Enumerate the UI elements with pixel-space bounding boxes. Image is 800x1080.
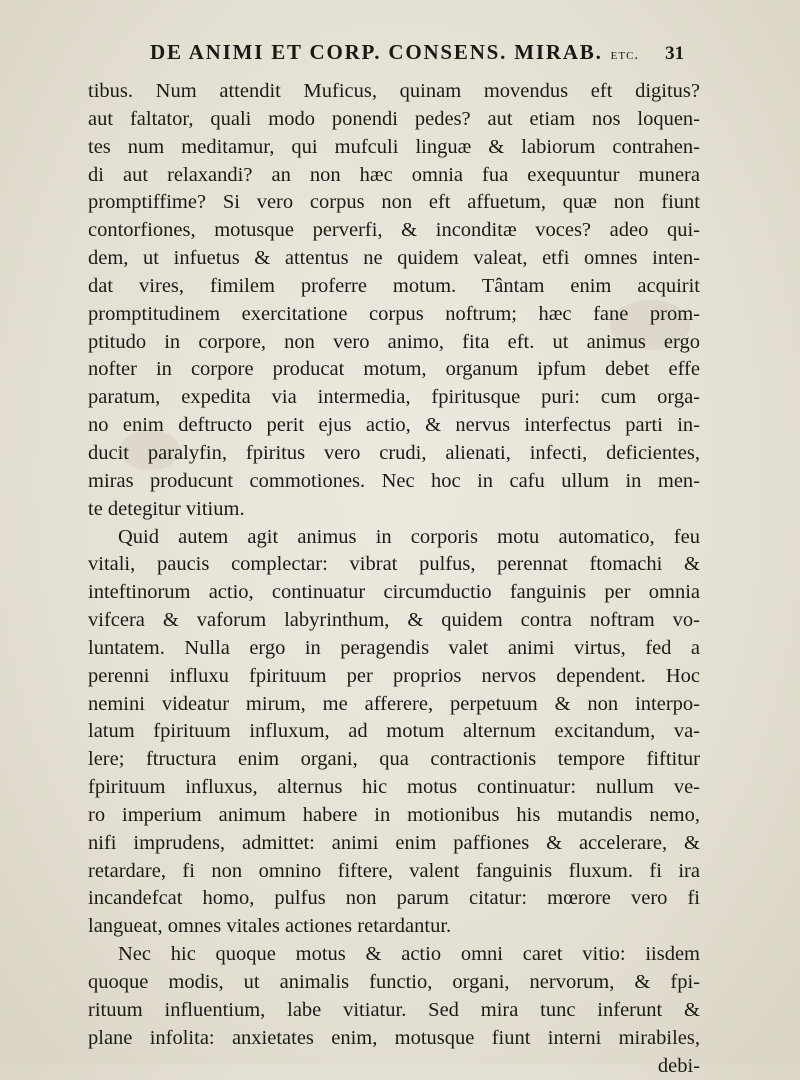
text-line: miras producunt commotiones. Nec hoc in cafu ullum in men- bbox=[88, 469, 700, 492]
paragraph-start-line: Quid autem agit animus in corporis motu automatico, feu bbox=[118, 525, 700, 548]
text-line: di aut relaxandi? an non hæc omnia fua exequuntur munera bbox=[88, 163, 700, 186]
paragraph-end-line: te detegitur vitium. bbox=[88, 497, 245, 520]
text-line: nofter in corpore producat motum, organum ipfum debet effe bbox=[88, 358, 700, 381]
text-line: aut faltator, quali modo ponendi pedes? aut etiam nos loquen- bbox=[88, 107, 700, 130]
text-line: tes num meditamur, qui mufculi linguæ & labiorum contrahen- bbox=[88, 135, 700, 158]
running-head-etc: etc. bbox=[610, 47, 640, 63]
running-head-title: DE ANIMI ET CORP. CONSENS. MIRAB. bbox=[150, 40, 603, 64]
text-line: rituum influentium, labe vitiatur. Sed mira tunc inferunt & bbox=[88, 998, 700, 1021]
text-line: nemini videatur mirum, me afferere, perpetuum & non interpo- bbox=[88, 692, 700, 715]
paragraph-end-line: langueat, omnes vitales actiones retardantur. bbox=[88, 915, 452, 938]
text-line: tibus. Num attendit Muficus, quinam movendus eft digitus? bbox=[88, 80, 700, 102]
text-line: contorfiones, motusque perverfi, & inconditæ voces? adeo qui- bbox=[88, 219, 700, 242]
text-line: luntatem. Nulla ergo in peragendis valet animi virtus, fed a bbox=[88, 636, 700, 659]
text-line: paratum, expedita via intermedia, fpiritusque puri: cum orga- bbox=[88, 386, 700, 409]
text-line: promptitudinem exercitatione corpus noftrum; hæc fane prom- bbox=[88, 302, 700, 325]
text-line: retardare, fi non omnino fiftere, valent fanguinis fluxum. fi ira bbox=[88, 859, 700, 882]
text-line: latum fpirituum influxum, ad motum alternum excitandum, va- bbox=[88, 720, 700, 743]
text-line: dem, ut infuetus & attentus ne quidem valeat, etfi omnes inten- bbox=[88, 247, 700, 270]
catchword: debi- bbox=[657, 1054, 700, 1077]
page-number: 31 bbox=[665, 43, 685, 64]
paragraph-start-line: Nec hic quoque motus & actio omni caret vitio: iisdem bbox=[118, 943, 700, 966]
text-line: plane infolita: anxietates enim, motusque fiunt interni mirabiles, bbox=[88, 1026, 700, 1049]
text-line: perenni influxu fpirituum per proprios nervos dependent. Hoc bbox=[88, 664, 700, 687]
text-line: quoque modis, ut animalis functio, organi, nervorum, & fpi- bbox=[88, 971, 700, 993]
text-line: ro imperium animum habere in motionibus his mutandis nemo, bbox=[88, 803, 700, 826]
text-line: incandefcat homo, pulfus non parum citatur: mœrore vero fi bbox=[88, 887, 700, 910]
body-text bbox=[88, 78, 700, 1080]
text-line: vifcera & vaforum labyrinthum, & quidem contra noftram vo- bbox=[88, 609, 700, 632]
text-line: nifi imprudens, admittet: animi enim paffiones & accelerare, & bbox=[88, 831, 700, 854]
text-line: lere; ftructura enim organi, qua contractionis tempore fiftitur bbox=[88, 748, 700, 771]
text-line: fpirituum influxus, alternus hic motus continuatur: nullum ve- bbox=[88, 776, 700, 799]
text-line: no enim deftructo perit ejus actio, & nervus interfectus parti in- bbox=[88, 414, 700, 437]
text-line: vitali, paucis complectar: vibrat pulfus, perennat ftomachi & bbox=[88, 553, 700, 576]
text-line: dat vires, fimilem proferre motum. Tântam enim acquirit bbox=[88, 274, 700, 297]
text-line: ducit paralyfin, fpiritus vero crudi, alienati, infecti, deficientes, bbox=[88, 441, 700, 464]
text-line: inteftinorum actio, continuatur circumductio fanguinis per omnia bbox=[88, 581, 700, 604]
text-line: promptiffime? Si vero corpus non eft affuetum, quæ non fiunt bbox=[88, 191, 700, 214]
text-line: ptitudo in corpore, non vero animo, fita eft. ut animus ergo bbox=[88, 330, 700, 353]
running-head bbox=[150, 40, 770, 70]
